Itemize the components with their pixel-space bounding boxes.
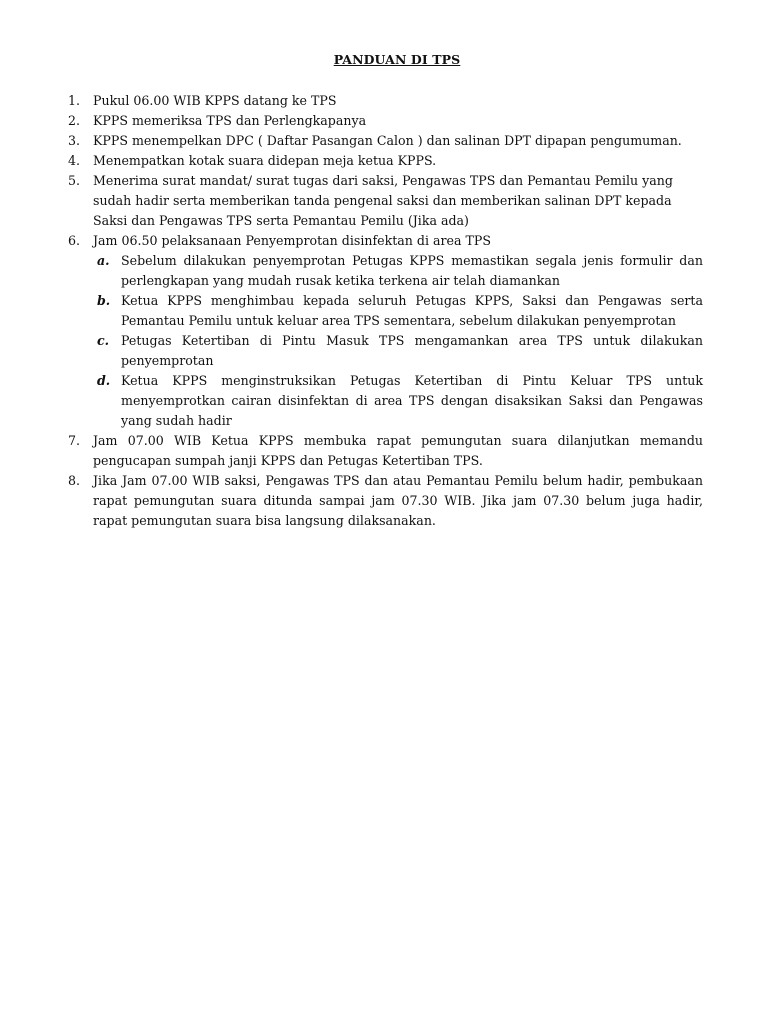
step-number: 8. bbox=[68, 473, 81, 488]
sub-list-item bbox=[93, 251, 703, 291]
steps-list bbox=[0, 91, 768, 531]
list-item bbox=[0, 471, 703, 531]
step-text: Menerima surat mandat/ surat tugas dari saksi, Pengawas TPS dan Pemantau Pemilu yang sudah hadir serta memberikan tanda pengenal saksi dan memberikan salinan DPT kepada Saksi dan Pengawas TPS serta Pemantau Pemilu (Jika ada) bbox=[93, 173, 673, 228]
list-item bbox=[0, 171, 703, 231]
list-item bbox=[0, 91, 703, 111]
list-item bbox=[0, 151, 703, 171]
step-text: Jika Jam 07.00 WIB saksi, Pengawas TPS dan atau Pemantau Pemilu belum hadir, pembukaan rapat pemungutan suara ditunda sampai jam 07.30 WIB. Jika jam 07.30 belum juga hadir, rapat pemungutan suara bisa langsung dilaksanakan. bbox=[93, 473, 703, 528]
step-text: Jam 06.50 pelaksanaan Penyemprotan disinfektan di area TPS bbox=[93, 233, 491, 248]
step-number: 4. bbox=[68, 153, 81, 168]
step-number: 7. bbox=[68, 433, 81, 448]
substep-text: Petugas Ketertiban di Pintu Masuk TPS mengamankan area TPS untuk dilakukan penyemprotan bbox=[121, 333, 703, 368]
step-text: KPPS memeriksa TPS dan Perlengkapanya bbox=[93, 113, 367, 128]
substep-text: Sebelum dilakukan penyemprotan Petugas KPPS memastikan segala jenis formulir dan perlengkapan yang mudah rusak ketika terkena air telah diamankan bbox=[121, 253, 703, 288]
list-item bbox=[0, 431, 703, 471]
step-number: 2. bbox=[68, 113, 81, 128]
list-item bbox=[0, 111, 703, 131]
step-number: 3. bbox=[68, 133, 81, 148]
sub-list-item bbox=[93, 371, 703, 431]
substep-text: Ketua KPPS menghimbau kepada seluruh Petugas KPPS, Saksi dan Pengawas serta Pemantau Pemilu untuk keluar area TPS sementara, sebelum dilakukan penyemprotan bbox=[121, 293, 703, 328]
step-text: KPPS menempelkan DPC ( Daftar Pasangan Calon ) dan salinan DPT dipapan pengumuman. bbox=[93, 133, 682, 148]
document-title: PANDUAN DI TPS bbox=[333, 52, 461, 67]
step-text: Jam 07.00 WIB Ketua KPPS membuka rapat pemungutan suara dilanjutkan memandu pengucapan sumpah janji KPPS dan Petugas Ketertiban TPS. bbox=[93, 433, 703, 468]
step-text: Menempatkan kotak suara didepan meja ketua KPPS. bbox=[93, 153, 437, 168]
list-item bbox=[0, 131, 703, 151]
step-number: 1. bbox=[68, 93, 81, 108]
step-text: Pukul 06.00 WIB KPPS datang ke TPS bbox=[93, 93, 337, 108]
substeps-list bbox=[93, 251, 703, 431]
substep-letter: a. bbox=[97, 253, 110, 268]
substep-text: Ketua KPPS menginstruksikan Petugas Ketertiban di Pintu Keluar TPS untuk menyemprotkan cairan disinfektan di area TPS dengan disaksikan Saksi dan Pengawas yang sudah hadir bbox=[121, 373, 703, 428]
substep-letter: b. bbox=[97, 293, 111, 308]
list-item bbox=[0, 231, 703, 431]
substep-letter: d. bbox=[97, 373, 111, 388]
sub-list-item bbox=[93, 331, 703, 371]
step-number: 5. bbox=[68, 173, 81, 188]
sub-list-item bbox=[93, 291, 703, 331]
step-number: 6. bbox=[68, 233, 81, 248]
substep-letter: c. bbox=[97, 333, 110, 348]
